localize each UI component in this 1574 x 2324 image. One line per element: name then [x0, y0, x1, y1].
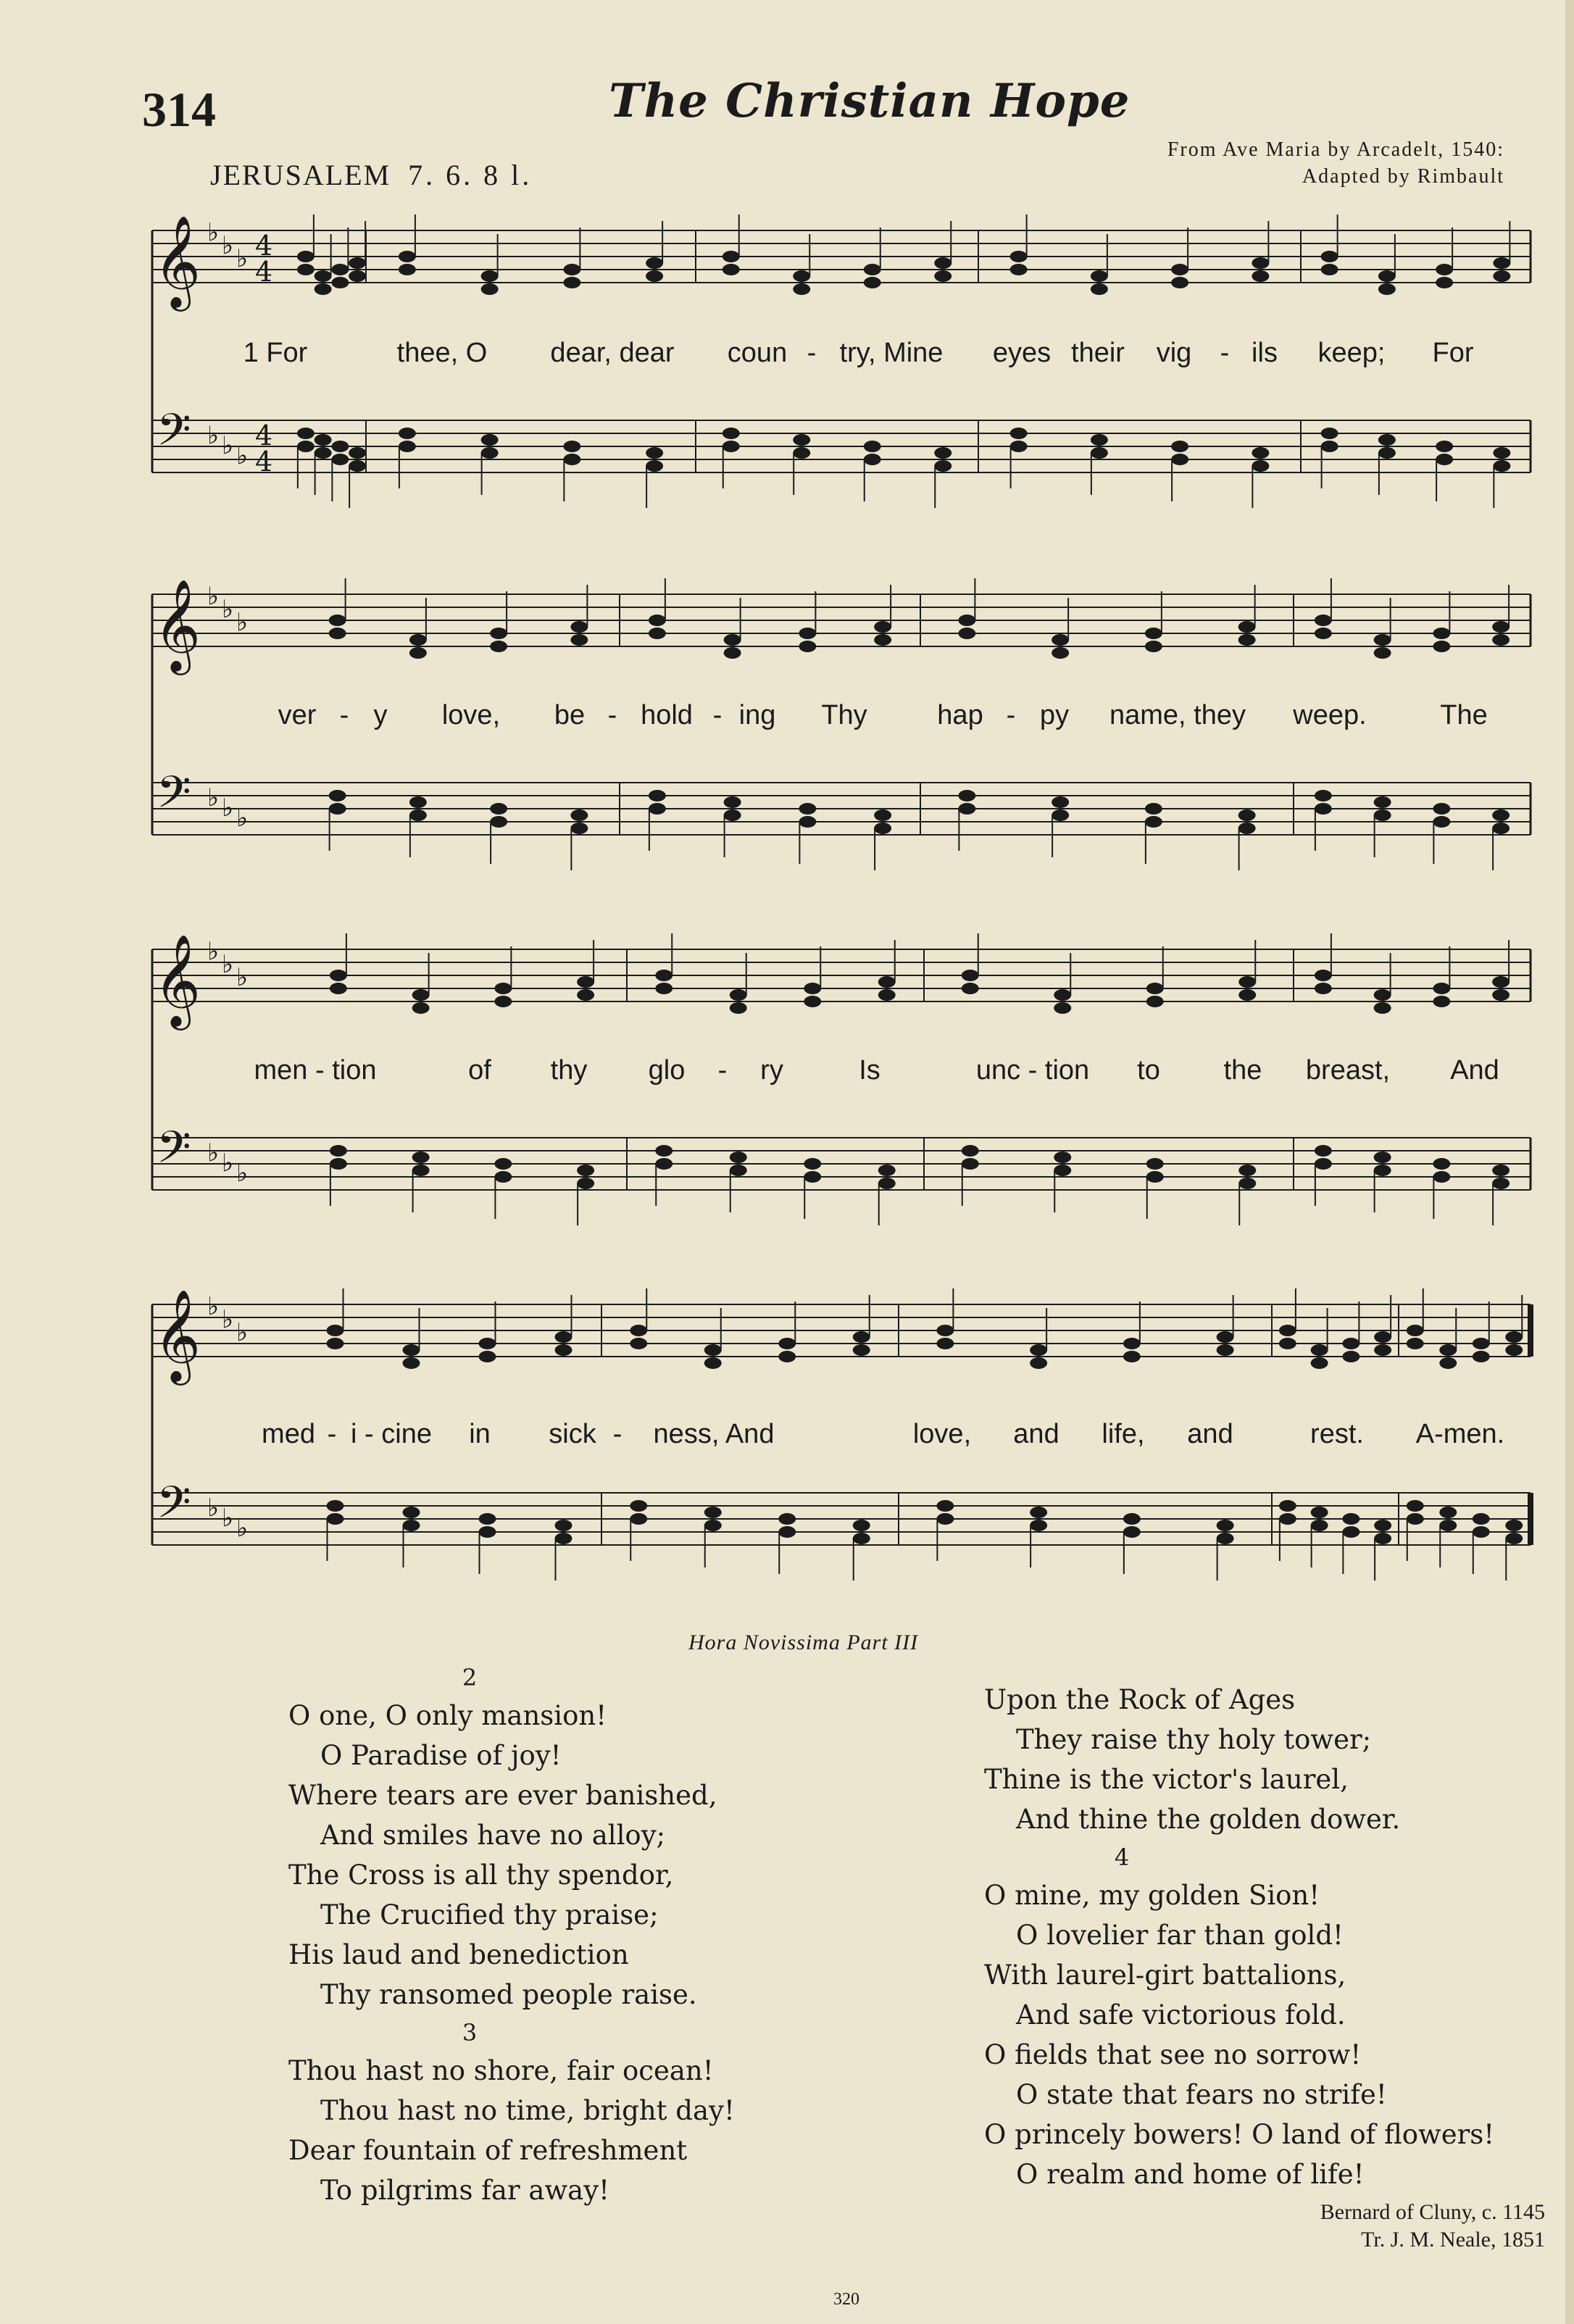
- lyric-syllable: py: [1039, 700, 1070, 730]
- svg-text:♭: ♭: [236, 244, 249, 273]
- lyric-syllable: hold: [641, 700, 693, 730]
- stanza-line: O Paradise of joy!: [320, 1740, 562, 1771]
- tune-meter: 7. 6. 8 l.: [408, 159, 533, 191]
- lyric-syllable: -: [1006, 700, 1016, 730]
- lyric-syllable: thy: [550, 1055, 588, 1086]
- stanza-line: Thy ransomed people raise.: [320, 1979, 697, 2010]
- lyric-syllable: ils: [1252, 338, 1278, 368]
- lyric-syllable: of: [468, 1055, 491, 1086]
- svg-text:♭: ♭: [236, 1318, 249, 1347]
- stanza-number: 3: [462, 2019, 478, 2046]
- lyric-syllable: -: [339, 700, 349, 730]
- stanza-line: O lovelier far than gold!: [1016, 1920, 1344, 1951]
- svg-text:4: 4: [255, 420, 273, 451]
- svg-text:♭: ♭: [222, 1149, 234, 1178]
- stanza-line: Where tears are ever banished,: [288, 1780, 717, 1811]
- stanza-line: They raise thy holy tower;: [1016, 1724, 1372, 1755]
- lyric-syllable: A-men.: [1415, 1419, 1505, 1449]
- section-title: The Christian Hope: [609, 74, 1130, 128]
- lyric-syllable: and: [1187, 1419, 1233, 1449]
- lyric-syllable: dear, dear: [550, 338, 675, 368]
- svg-text:♭: ♭: [222, 1504, 234, 1533]
- lyric-syllable: 1 For: [243, 338, 308, 368]
- svg-text:𝄢: 𝄢: [157, 404, 191, 467]
- music-source-line-2: Adapted by Rimbault: [1302, 165, 1504, 188]
- stanza-column-left: [288, 1659, 810, 2210]
- lyric-syllable: The: [1440, 700, 1488, 730]
- lyric-syllable: And: [1450, 1055, 1499, 1086]
- stanza-number: 4: [1114, 1844, 1130, 1871]
- svg-text:4: 4: [255, 230, 273, 262]
- stanza-line: And safe victorious fold.: [1016, 1999, 1346, 2031]
- svg-text:♭: ♭: [207, 783, 220, 812]
- lyric-line-4: [217, 1419, 1507, 1455]
- svg-text:𝄞: 𝄞: [154, 215, 201, 307]
- svg-text:♭: ♭: [222, 431, 234, 460]
- stanza-line: O state that fears no strife!: [1016, 2079, 1387, 2110]
- svg-text:♭: ♭: [207, 937, 220, 966]
- stanza-line: O princely bowers! O land of flowers!: [984, 2119, 1495, 2150]
- lyric-syllable: med: [262, 1419, 315, 1449]
- svg-text:𝄞: 𝄞: [154, 1288, 201, 1381]
- lyric-syllable: ness, And: [653, 1419, 775, 1449]
- lyric-syllable: ing: [738, 700, 776, 730]
- lyric-syllable: eyes: [992, 338, 1052, 368]
- lyric-syllable: Thy: [821, 700, 867, 730]
- lyric-syllable: hap: [937, 700, 983, 730]
- lyric-syllable: rest.: [1310, 1419, 1364, 1449]
- svg-text:♭: ♭: [236, 1159, 249, 1188]
- lyric-syllable: love,: [441, 700, 501, 730]
- lyric-syllable: life,: [1102, 1419, 1145, 1449]
- lyric-syllable: their: [1071, 338, 1125, 368]
- stanza-line: His laud and benediction: [288, 1939, 629, 1970]
- svg-text:♭: ♭: [236, 608, 249, 637]
- svg-text:♭: ♭: [222, 794, 234, 822]
- lyric-syllable: men - tion: [254, 1055, 377, 1086]
- lyric-syllable: sick: [549, 1419, 596, 1449]
- attribution: [1320, 2199, 1545, 2254]
- svg-text:𝄞: 𝄞: [154, 578, 201, 671]
- music-source-line-1: From Ave Maria by Arcadelt, 1540:: [1167, 138, 1504, 161]
- stanza-column-right: [984, 1680, 1557, 2194]
- page-number: 320: [833, 2290, 859, 2309]
- lyric-syllable: name, they: [1109, 700, 1246, 730]
- lyric-syllable: coun: [727, 338, 788, 368]
- lyric-line-2: [217, 700, 1507, 736]
- lyric-syllable: to: [1137, 1055, 1160, 1086]
- svg-text:♭: ♭: [222, 231, 234, 260]
- stanza-line: Thine is the victor's laurel,: [984, 1764, 1349, 1795]
- lyric-syllable: try, Mine: [839, 338, 944, 368]
- svg-text:♭: ♭: [207, 1292, 220, 1321]
- lyric-line-1: [217, 338, 1507, 374]
- svg-text:♭: ♭: [207, 421, 220, 450]
- svg-text:♭: ♭: [236, 441, 249, 470]
- author-credit: Bernard of Cluny, c. 1145: [1320, 2200, 1545, 2224]
- tune-name: JERUSALEM: [210, 159, 391, 191]
- stanza-number: 2: [462, 1664, 478, 1691]
- svg-text:♭: ♭: [236, 963, 249, 992]
- lyric-syllable: ry: [760, 1055, 783, 1086]
- svg-text:4: 4: [255, 256, 273, 288]
- svg-text:𝄞: 𝄞: [154, 933, 201, 1026]
- lyric-syllable: in: [469, 1419, 491, 1449]
- lyric-syllable: -: [612, 1419, 622, 1449]
- translator-credit: Tr. J. M. Neale, 1851: [1361, 2228, 1545, 2252]
- stanza-line: O realm and home of life!: [1016, 2159, 1365, 2190]
- stanza-line: And smiles have no alloy;: [320, 1820, 666, 1851]
- stanza-line: O one, O only mansion!: [288, 1700, 607, 1731]
- lyric-syllable: i - cine: [351, 1419, 432, 1449]
- stanza-line: Thou hast no time, bright day!: [320, 2095, 735, 2126]
- lyric-syllable: -: [607, 700, 617, 730]
- lyric-syllable: -: [712, 700, 723, 730]
- svg-text:𝄢: 𝄢: [157, 1477, 191, 1539]
- lyric-syllable: vig: [1156, 338, 1192, 368]
- lyric-syllable: -: [327, 1419, 337, 1449]
- svg-text:4: 4: [255, 446, 273, 478]
- lyric-syllable: y: [373, 700, 388, 730]
- lyric-syllable: glo: [648, 1055, 686, 1086]
- lyric-syllable: breast,: [1305, 1055, 1391, 1086]
- svg-text:𝄢: 𝄢: [157, 767, 191, 829]
- stanza-line: With laurel-girt battalions,: [984, 1959, 1346, 1991]
- svg-text:♭: ♭: [207, 218, 220, 247]
- svg-text:♭: ♭: [222, 595, 234, 624]
- svg-text:♭: ♭: [222, 1305, 234, 1334]
- hymn-number: 314: [142, 82, 216, 137]
- lyric-syllable: ver: [278, 700, 317, 730]
- svg-text:♭: ♭: [207, 582, 220, 611]
- lyric-line-3: [217, 1055, 1507, 1091]
- lyric-syllable: the: [1223, 1055, 1262, 1086]
- stanza-line: To pilgrims far away!: [320, 2175, 609, 2206]
- svg-text:𝄢: 𝄢: [157, 1122, 191, 1184]
- stanza-line: The Cross is all thy spendor,: [288, 1859, 674, 1891]
- stanza-line: Dear fountain of refreshment: [288, 2135, 688, 2166]
- svg-text:♭: ♭: [236, 1514, 249, 1543]
- stanza-line: Thou hast no shore, fair ocean!: [288, 2055, 714, 2086]
- svg-text:♭: ♭: [222, 950, 234, 979]
- stanza-line: Upon the Rock of Ages: [984, 1684, 1296, 1715]
- lyric-syllable: -: [717, 1055, 728, 1086]
- lyric-syllable: keep;: [1317, 338, 1386, 368]
- poem-source: Hora Novissima Part III: [688, 1630, 919, 1654]
- svg-text:♭: ♭: [207, 1138, 220, 1167]
- lyric-syllable: love,: [912, 1419, 972, 1449]
- lyric-syllable: -: [1220, 338, 1230, 368]
- lyric-syllable: For: [1432, 338, 1474, 368]
- lyric-syllable: -: [807, 338, 817, 368]
- lyric-syllable: and: [1013, 1419, 1059, 1449]
- lyric-syllable: weep.: [1293, 700, 1367, 730]
- svg-text:♭: ♭: [236, 804, 249, 833]
- lyric-syllable: Is: [859, 1055, 880, 1086]
- stanza-line: The Crucified thy praise;: [320, 1899, 659, 1931]
- lyric-syllable: unc - tion: [975, 1055, 1090, 1086]
- lyric-syllable: be: [554, 700, 586, 730]
- stanza-line: O mine, my golden Sion!: [984, 1880, 1320, 1911]
- stanza-line: O fields that see no sorrow!: [984, 2039, 1362, 2070]
- stanza-line: And thine the golden dower.: [1016, 1804, 1401, 1835]
- lyric-syllable: thee, O: [396, 338, 488, 368]
- svg-text:♭: ♭: [207, 1494, 220, 1523]
